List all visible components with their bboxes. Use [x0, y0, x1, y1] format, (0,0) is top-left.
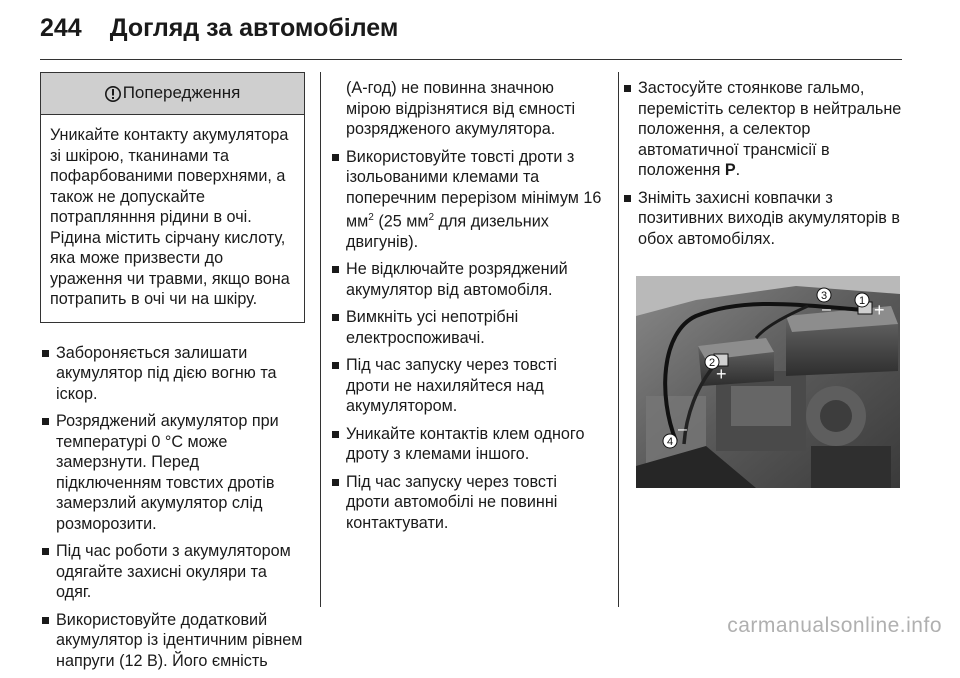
- continued-text: (А-год) не повинна значною мірою відрізнятися від ємності розрядженого акумулятора.: [346, 79, 576, 138]
- list-item: Не відключайте розряджений акумулятор від автомобіля.: [330, 259, 602, 300]
- column-3: [622, 78, 912, 494]
- list-item: Розряджений акумулятор при температурі 0 °C може замерзнути. Перед підключенням товстих дротів замерзлий акумулятор слід розморозити.: [40, 411, 305, 534]
- battery-jump-start-photo: [636, 276, 900, 488]
- list-item: Під час запуску через товсті дроти не нахиляйтеся над акумулятором.: [330, 355, 602, 417]
- svg-text:–: –: [678, 421, 687, 438]
- marker-4-label: 4: [666, 436, 674, 448]
- warning-text: Уникайте контакту акумулятора зі шкірою, тканинами та пофарбованими поверхнями, а також не допускайте потраплянння рідини в очі. Рідина містить сірчану кислоту, яка може призвести до ураження чи травми, якщо вона потрапить в очі чи на шкіру.: [50, 126, 290, 308]
- warning-icon: [105, 85, 121, 103]
- column-1: [40, 72, 305, 678]
- column-1-list: [40, 343, 305, 672]
- marker-3-label: 3: [820, 290, 828, 302]
- list-item-brake: [622, 78, 912, 181]
- marker-2-label: 2: [708, 357, 716, 369]
- brake-text-end: .: [735, 161, 741, 179]
- gear-position-p: P: [724, 161, 736, 179]
- list-item: Уникайте контактів клем одного дроту з клемами іншого.: [330, 424, 602, 465]
- list-item: Використовуйте додатковий акумулятор із ідентичним рівнем напруги (12 В). Його ємність: [40, 610, 305, 672]
- list-item: Зніміть захисні ковпачки з позитивних виходів акумуляторів в обох автомобілях.: [622, 188, 912, 250]
- header-divider: [40, 59, 902, 60]
- column-divider: [618, 72, 619, 607]
- column-divider: [320, 72, 321, 607]
- cables-text-a: Використовуйте товсті дроти з ізольованими клемами та поперечним перерізом мінімум 16 мм: [346, 147, 602, 231]
- section-title: Догляд за автомобілем: [109, 13, 399, 42]
- cables-text-b: (25 мм: [373, 212, 429, 231]
- page-number: 244: [40, 13, 82, 42]
- column-2-list: [330, 147, 602, 534]
- watermark: carmanualsonline.info: [727, 614, 942, 637]
- list-item: Забороняється залишати акумулятор під дією вогню та іскор.: [40, 343, 305, 405]
- superscript: 2: [368, 212, 374, 223]
- warning-header: [41, 73, 304, 115]
- list-item: Під час запуску через товсті дроти автомобілі не повинні контактувати.: [330, 472, 602, 534]
- superscript: 2: [428, 212, 435, 223]
- list-item-cables: [330, 147, 602, 253]
- marker-1-label: 1: [858, 295, 866, 307]
- brake-text: Застосуйте стоянкове гальмо, перемістіть селектор в нейтральне положення, а селектор автоматичної трансмісії в положення: [638, 79, 902, 179]
- warning-box: [40, 72, 305, 323]
- column-2: [330, 78, 602, 540]
- page-header: [40, 8, 398, 48]
- cables-text-c: для дизельних двигунів).: [346, 212, 549, 251]
- list-item: Під час роботи з акумулятором одягайте захисні окуляри та одяг.: [40, 541, 305, 603]
- warning-title: Попередження: [122, 83, 241, 103]
- svg-text:+: +: [716, 364, 727, 384]
- svg-text:+: +: [874, 300, 885, 320]
- list-item: Вимкніть усі непотрібні електроспоживачі.: [330, 307, 602, 348]
- svg-text:–: –: [822, 301, 831, 318]
- column-3-list: [622, 78, 912, 249]
